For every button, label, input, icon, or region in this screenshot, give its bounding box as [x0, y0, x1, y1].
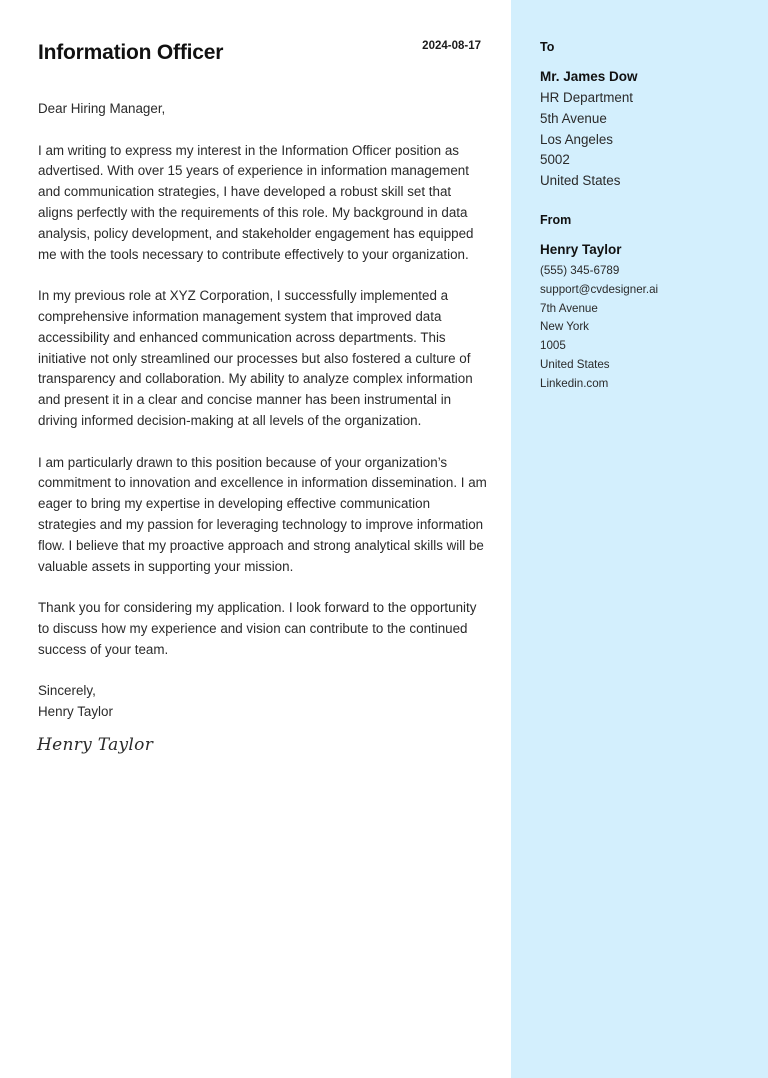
- recipient-zip: 5002: [540, 152, 570, 168]
- sender-name: Henry Taylor: [540, 242, 622, 257]
- letter-greeting: Dear Hiring Manager,: [38, 101, 166, 116]
- recipient-address: [540, 88, 750, 192]
- document-title: Information Officer: [38, 41, 224, 64]
- sender-email[interactable]: support@cvdesigner.ai: [540, 282, 659, 296]
- sender-contact: [540, 262, 750, 394]
- sender-block: [540, 213, 750, 394]
- sender-city: New York: [540, 320, 589, 334]
- recipient-department: HR Department: [540, 90, 634, 105]
- letter-closing: Sincerely,: [38, 683, 96, 699]
- sender-country: United States: [540, 357, 610, 371]
- sender-zip: 1005: [540, 339, 566, 353]
- letter-paragraph-1: I am writing to express my interest in the Information Officer position as advertised. With over 15 years of experience in information management and communication strategies, I have developed a robust skill set that aligns perfectly with the requirements of this role. My background in data analysis, policy development, and stakeholder engagement has equipped me with the tools necessary to contribute effectively to your organization.: [38, 142, 474, 262]
- sender-heading: From: [540, 213, 572, 227]
- recipient-heading: To: [540, 40, 555, 54]
- recipient-country: United States: [540, 173, 621, 189]
- recipient-name: Mr. James Dow: [540, 69, 638, 84]
- letter-paragraph-4: Thank you for considering my application. I look forward to the opportunity to discuss how my experience and vision can contribute to the continued success of your team.: [38, 600, 477, 657]
- letter-date: 2024-08-17: [422, 40, 481, 52]
- letter-paragraph-3: I am particularly drawn to this position because of your organization’s commitment to innovation and excellence in information dissemination. I am eager to bring my expertise in developing effective communication strategies and my passion for leveraging technology to improve information flow. I believe that my proactive approach and strong analytical skills will be valuable assets in supporting your mission.: [38, 454, 487, 574]
- letter-paragraph-2: In my previous role at XYZ Corporation, I successfully implemented a comprehensive information management system that improved data accessibility and enhanced communication across departments. This initiative not only streamlined our processes but also fostered a culture of transparency and collaboration. My ability to analyze complex information and present it in a clear and concise manner has been instrumental in driving informed decision-making at all levels of the organization.: [38, 288, 473, 428]
- recipient-block: [540, 40, 750, 192]
- letter-body: [38, 99, 488, 723]
- sender-street: 7th Avenue: [540, 301, 598, 315]
- recipient-city: Los Angeles: [540, 131, 613, 147]
- recipient-street: 5th Avenue: [540, 110, 607, 126]
- handwritten-signature: Henry Taylor: [37, 735, 154, 755]
- sender-phone: (555) 345-6789: [540, 264, 620, 277]
- sender-website[interactable]: Linkedin.com: [540, 376, 609, 390]
- letter-closing-name: Henry Taylor: [38, 704, 113, 720]
